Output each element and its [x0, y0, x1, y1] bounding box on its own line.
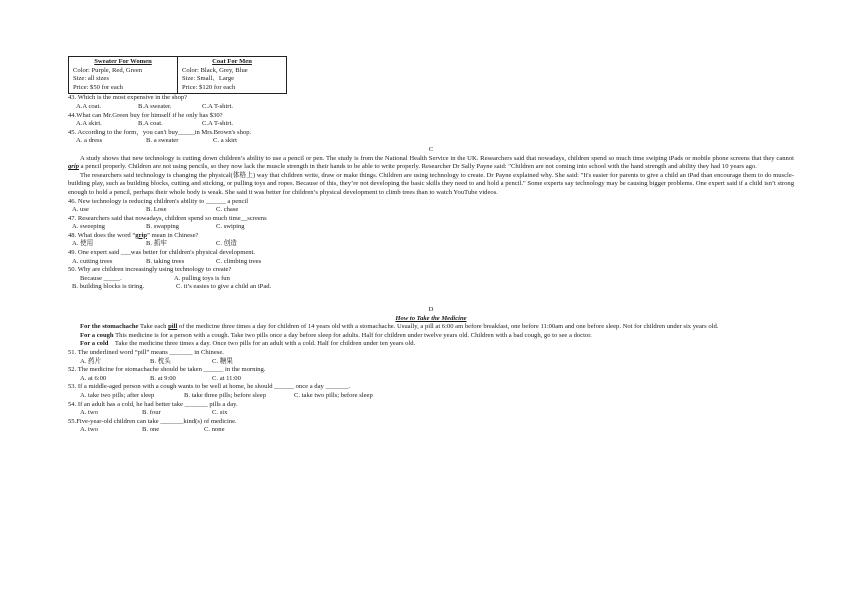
option-c: C. at 11:00 — [212, 374, 241, 382]
option-c: C. 糖果 — [212, 357, 233, 365]
question-45 — [68, 129, 794, 146]
options — [68, 206, 794, 215]
question-55 — [68, 418, 794, 435]
option-c: C. 创造 — [216, 240, 237, 248]
question-stem — [68, 232, 794, 241]
stem-text: 48. What does the word “ — [68, 231, 136, 239]
women-color: Color: Purple, Red, Green — [73, 66, 143, 74]
women-title: Sweater For Women — [94, 58, 152, 65]
options — [68, 103, 794, 112]
question-stem: 46. New technology is reducing children's ability to ______ a pencil — [68, 197, 249, 205]
cold-paragraph — [68, 340, 794, 349]
options — [68, 258, 794, 267]
option-c: C. climbing trees — [216, 257, 262, 265]
question-stem: 43. Which is the most expensive in the shop? — [68, 94, 188, 102]
question-43 — [68, 94, 794, 111]
underlined-word-grip: grip — [68, 163, 79, 171]
underlined-word-pill: pill — [168, 323, 178, 331]
question-46 — [68, 198, 794, 215]
question-stem: 45. According to the form，you can't buy_____in Mrs.Brown's shop. — [68, 128, 252, 136]
option-b: B. swapping — [146, 223, 179, 231]
option-a: A. sweeping — [72, 223, 105, 231]
question-52 — [68, 366, 794, 383]
option-c: C. swiping — [216, 223, 245, 231]
option-c: C. six — [212, 409, 228, 417]
options — [68, 358, 794, 367]
options — [68, 137, 794, 146]
option-c: C. chase — [216, 206, 239, 214]
stomachache-paragraph — [68, 323, 794, 332]
para-text: Take the medicine three times a day. Once two pills for an adult with a cold. Half for children under ten years old. — [108, 340, 416, 348]
options — [68, 426, 794, 435]
question-stem: 47. Researchers said that nowadays, children spend so much time__screens — [68, 214, 267, 222]
men-title: Coat For Men — [212, 58, 252, 65]
option-a: A. at 6:00 — [80, 374, 107, 382]
stomachache-label: For the stomachache — [80, 323, 139, 331]
option-c: C. take two pills; before sleep — [294, 391, 373, 399]
question-stem: 44.What can Mr.Green buy for himself if he only has $30? — [68, 111, 223, 119]
men-size: Size: Small、Large — [182, 75, 235, 83]
option-a: A. two — [80, 426, 98, 434]
option-b: B. take three pills; before sleep — [184, 391, 267, 399]
section-c-letter: C — [428, 145, 434, 153]
option-a: A. 药片 — [80, 357, 102, 365]
underlined-word-grip: grip — [135, 231, 147, 239]
question-stem: 52. The medicine for stomachache should be taken ______ in the morning. — [68, 366, 266, 374]
option-b: B.A sweater. — [138, 102, 172, 110]
option-a: A. two — [80, 409, 98, 417]
option-a: A.A coat. — [76, 102, 102, 110]
cold-label: For a cold — [80, 340, 109, 348]
section-c-paragraph-2: The researchers said technology is changing the physical(体格上) way that children write, draw or make things. Children are using technology to create. Dr Payne explained why. She said: "It's easier for parents to give a child an iPad than encourage them to do muscle-building play, such as building blocks, cutting and sticking, or pulling toys and ropes. Because of this, they’re not developing the basic skills they need to and hold a pencil." Some experts say technology may be causing bigger problems. One expert said if a child isn’t strong enough to hold a pencil, perhaps their whole body is weak. She said it was better for children’s physical development to climb trees than to watch YouTube videos. — [68, 171, 794, 196]
para-text: This medicine is for a person with a cough. Take two pills once a day before sleep for adults. Half for children under twelve years old. Children with a bad cough, go to see a doctor. — [113, 331, 592, 339]
shop-table — [68, 56, 287, 94]
option-c: C.A T-shirt. — [202, 120, 233, 128]
section-d-title: How to Take the Medicine — [395, 314, 467, 322]
section-d-letter: D — [428, 306, 434, 314]
women-cell — [69, 57, 178, 94]
para-text: A study shows that new technology is cutting down children’s ability to use a pencil or pen. The study is from the National Health Service in the UK. Researchers said that nowadays, children spend so much time swiping iPads or mobile phone screens that they cannot — [80, 154, 794, 162]
options — [68, 409, 794, 418]
question-49 — [68, 249, 794, 266]
option-a: A. cutting trees — [72, 257, 113, 265]
men-price: Price: $120 for each — [182, 83, 236, 91]
options — [68, 240, 794, 249]
para-text: Take each — [138, 323, 169, 331]
options — [68, 392, 794, 401]
option-c: C. a skirt — [213, 137, 237, 145]
question-44 — [68, 112, 794, 129]
section-c-paragraph-1 — [68, 155, 794, 172]
option-b: B. taking trees — [146, 257, 185, 265]
option-b: B.A coat. — [138, 120, 163, 128]
options — [68, 283, 794, 292]
option-b: B. at 9:00 — [150, 374, 176, 382]
stem-text: ” mean in Chinese? — [147, 231, 199, 239]
option-a: A.A skirt. — [76, 120, 102, 128]
option-b: B. building blocks is tiring. — [72, 283, 145, 291]
options — [68, 223, 794, 232]
options — [68, 375, 794, 384]
option-a: A. take two pills; after sleep — [80, 391, 155, 399]
exam-page — [68, 56, 794, 435]
question-stem: 53. If a middle-aged person with a cough wants to be well at home, he should ______ once a day _______. — [68, 383, 351, 391]
question-stem: 51. The underlined word “pill” means _______ in Chinese. — [68, 349, 224, 356]
question-stem: 50. Why are children increasingly using technology to create? — [68, 266, 232, 274]
option-a: A. a dress — [76, 137, 103, 145]
question-54 — [68, 401, 794, 418]
question-stem: 55.Five-year-old children can take _______kind(s) of medicine. — [68, 417, 237, 425]
option-a: A. use — [72, 206, 89, 214]
options — [68, 275, 794, 284]
para-text: a pencil properly. Children are not using pencils, so they now lack the muscle strength in their hands to be able to write properly. Researcher Dr Sally Payne said: "Children are not coming into school with the hand strength and ability they had 10 years ago. — [79, 163, 757, 171]
men-color: Color: Black, Grey, Blue — [182, 66, 248, 74]
question-50 — [68, 266, 794, 292]
option-c: C. none — [204, 426, 225, 434]
question-48 — [68, 232, 794, 249]
para-text: of the medicine three times a day for children of 14 years old with a stomachache. Usually, a pill at 6:00 am before breakfast, one before 11:00am and one before sleep. Not for children under six years old. — [177, 323, 719, 331]
question-53 — [68, 383, 794, 400]
options — [68, 120, 794, 129]
option-c: C. it’s easies to give a child an iPad. — [176, 283, 272, 291]
option-b: B. 枕头 — [150, 357, 171, 365]
men-cell — [178, 57, 287, 94]
cough-label: For a cough — [80, 331, 114, 339]
because-blank: Because _____. — [80, 274, 122, 282]
cough-paragraph — [68, 332, 794, 341]
women-size: Size: all sizes — [73, 75, 109, 83]
question-51 — [68, 349, 794, 366]
option-a: A. pulling toys is fun — [174, 274, 230, 282]
option-b: B. one — [142, 426, 160, 434]
question-stem: 54. If an adult has a cold, he had better take _______ pills a day. — [68, 400, 238, 408]
option-b: B. 抓牢 — [146, 240, 167, 248]
option-b: B. Lose — [146, 206, 167, 214]
option-b: B. a sweater — [146, 137, 179, 145]
option-c: C.A T-shirt. — [202, 102, 233, 110]
question-stem: 49. One expert said ___was better for children's physical development. — [68, 249, 256, 257]
question-47 — [68, 215, 794, 232]
option-a: A. 使用 — [72, 240, 94, 248]
option-b: B. four — [142, 409, 161, 417]
women-price: Price: $50 for each — [73, 83, 123, 91]
